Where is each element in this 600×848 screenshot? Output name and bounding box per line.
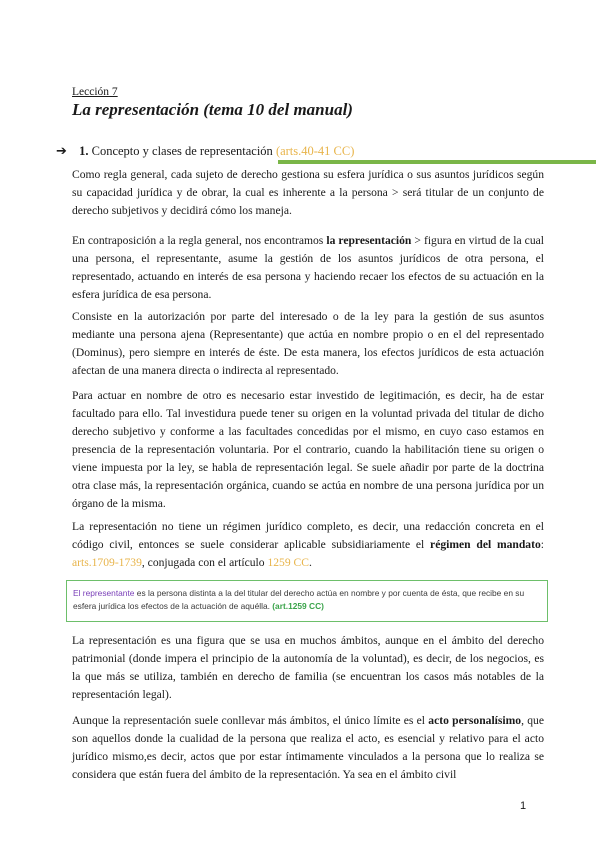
heading-underline [278, 160, 596, 164]
note-text: es la persona distinta a la del titular del derecho actúa en nombre y por cuenta de ésta, que recibe en su esfera jurídica los efectos de la actuación de aquélla. [73, 588, 525, 611]
paragraph-2 [72, 232, 544, 304]
note-term: El representante [73, 588, 135, 598]
p2-text-a: En contraposición a la regla general, nos encontramos [72, 234, 327, 247]
page-number: 1 [520, 800, 527, 812]
paragraph-4: Para actuar en nombre de otro es necesario estar investido de legitimación, es decir, ha de estar facultado para ello. Tal investidura puede tener su origen en la voluntad privada del titular de dicho derecho subjetivo y conforme a las facultades concedidas por el mismo, en cuyo caso estamos en presencia de la representación voluntaria. Por el contrario, cuando la habilitación tiene su origen o viene impuesta por la ley, se habla de representación legal. Se suele añadir por parte de la doctrina otra clase más, la representación orgánica, cuando se actúa en nombre de una persona jurídica por un órgano de la misma. [72, 389, 544, 510]
note-reference: (art.1259 CC) [272, 601, 324, 611]
paragraph-5 [72, 518, 544, 572]
p7-bold: acto personalísimo [428, 714, 522, 727]
p5-ref-2: 1259 CC [267, 556, 309, 569]
p2-bold: la representación [326, 234, 412, 247]
p7-text-a: Aunque la representación suele conllevar más ámbitos, el único límite es el [72, 714, 429, 727]
paragraph-7 [72, 712, 544, 784]
lesson-label: Lección 7 [72, 86, 118, 98]
p2-text-b: > figura en virtud de la cual una persona, el representante, asume la gestión de los asuntos jurídicos de otra persona, el representado, actuando en interés de esa persona y haciendo recaer los efectos de su actuación en la esfera jurídica de esa persona. [72, 234, 544, 301]
section-number: 1. [79, 144, 89, 158]
p5-text-b: , conjugada con el artículo [141, 556, 268, 569]
section-title: Concepto y clases de representación [91, 144, 273, 158]
p5-colon: : [540, 538, 544, 551]
p5-bold: régimen del mandato [430, 538, 541, 551]
page-title: La representación (tema 10 del manual) [72, 100, 353, 119]
p5-ref-1: arts.1709-1739 [72, 556, 142, 569]
definition-box [66, 580, 548, 622]
p5-end: . [309, 556, 312, 569]
p7-text-b: , que son aquellos donde la cualidad de la persona que realiza el acto, es esencial y relativo para el acto jurídico mismo,es decir, actos que por estar íntimamente vinculados a la persona que lo realiza se considera que están fuera del ámbito de la representación. Ya sea en el ámbito civil [72, 714, 544, 781]
p5-text-a: La representación no tiene un régimen jurídico completo, es decir, una redacción concreta en el código civil, entonces se suele considerar aplicable subsidiariamente el [72, 520, 544, 551]
section-heading [56, 144, 354, 159]
paragraph-1: Como regla general, cada sujeto de derecho gestiona su esfera jurídica o sus asuntos jurídicos según su capacidad jurídica y de obrar, la cual es inherente a la persona > será titular de un conjunto de derecho subjetivos y decidirá cómo los maneja. [72, 168, 544, 217]
paragraph-3: Consiste en la autorización por parte del interesado o de la ley para la gestión de sus asuntos mediante una persona ajena (Representante) que actúa en nombre propio o en el del representado (Dominus), pero siempre en interés de éste. De esta manera, los efectos jurídicos de esta actuación afectan de una manera directa o indirecta al representado. [72, 310, 544, 377]
paragraph-6: La representación es una figura que se usa en muchos ámbitos, aunque en el ámbito del derecho patrimonial (donde impera el principio de la autonomía de la voluntad), es decir, de los negocios, es la que más se utiliza, también en derecho de familia (se encuentran los casos más notables de la representación legal). [72, 634, 544, 701]
section-reference: (arts.40-41 CC) [275, 144, 355, 158]
arrow-right-icon: ➔ [56, 144, 67, 159]
